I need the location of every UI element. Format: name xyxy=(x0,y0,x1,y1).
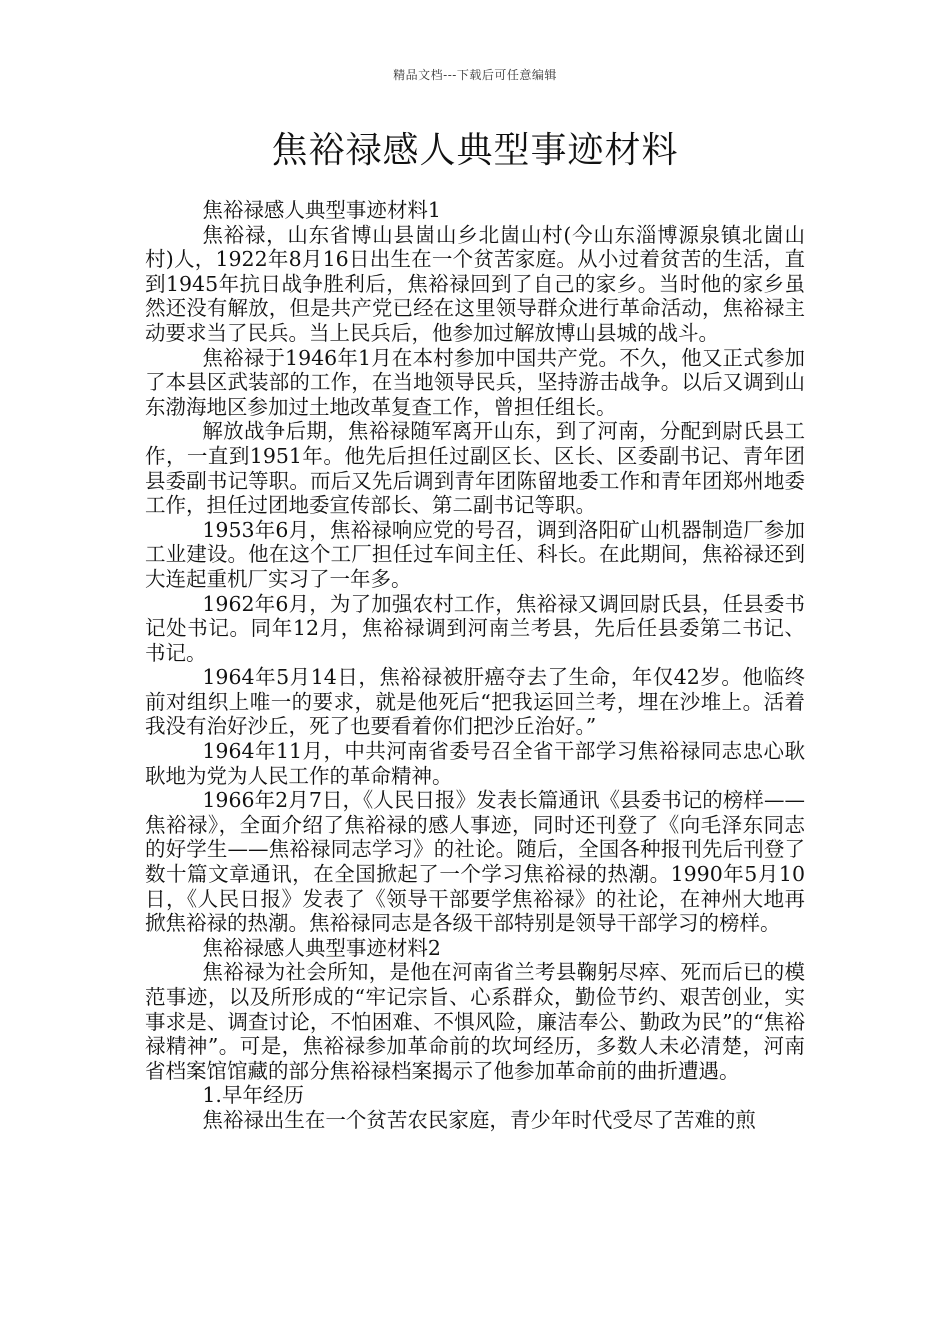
paragraph: 1953年6月，焦裕禄响应党的号召，调到洛阳矿山机器制造厂参加工业建设。他在这个工厂担任过车间主任、科长。在此期间，焦裕禄还到大连起重机厂实习了一年多。 xyxy=(145,517,805,591)
paragraph: 焦裕禄，山东省博山县崮山乡北崮山村(今山东淄博源泉镇北崮山村)人，1922年8月16日出生在一个贫苦家庭。从小过着贫苦的生活，直到1945年抗日战争胜利后，焦裕禄回到了自己的家乡。当时他的家乡虽然还没有解放，但是共产党已经在这里领导群众进行革命活动，焦裕禄主动要求当了民兵。当上民兵后，他参加过解放博山县城的战斗。 xyxy=(145,222,805,345)
paragraph: 焦裕禄于1946年1月在本村参加中国共产党。不久，他又正式参加了本县区武装部的工作，在当地领导民兵，坚持游击战争。以后又调到山东渤海地区参加过土地改革复查工作，曾担任组长。 xyxy=(145,345,805,419)
paragraph: 焦裕禄出生在一个贫苦农民家庭，青少年时代受尽了苦难的煎 xyxy=(202,1107,756,1132)
paragraph: 1966年2月7日，《人民日报》发表长篇通讯《县委书记的榜样——焦裕禄》，全面介绍了焦裕禄的感人事迹，同时还刊登了《向毛泽东同志的好学生——焦裕禄同志学习》的社论。随后，全国各种报刊先后刊登了数十篇文章通讯，在全国掀起了一个学习焦裕禄的热潮。1990年5月10日，《人民日报》发表了《领导干部要学焦裕禄》的社论，在神州大地再掀焦裕禄的热潮。焦裕禄同志是各级干部特别是领导干部学习的榜样。 xyxy=(145,788,805,936)
document-body xyxy=(145,198,805,1133)
subsection-heading: 1.早年经历 xyxy=(202,1083,304,1108)
paragraph: 1964年5月14日，焦裕禄被肝癌夺去了生命，年仅42岁。他临终前对组织上唯一的要求，就是他死后“把我运回兰考，埋在沙堆上。活着我没有治好沙丘，死了也要看着你们把沙丘治好。” xyxy=(145,665,805,739)
paragraph: 解放战争后期，焦裕禄随军离开山东，到了河南，分配到尉氏县工作，一直到1951年。他先后担任过副区长、区长、区委副书记、青年团县委副书记等职。而后又先后调到青年团陈留地委工作和青年团郑州地委工作，担任过团地委宣传部长、第二副书记等职。 xyxy=(145,419,805,518)
paragraph: 1962年6月，为了加强农村工作，焦裕禄又调回尉氏县，任县委书记处书记。同年12月，焦裕禄调到河南兰考县，先后任县委第二书记、书记。 xyxy=(145,591,805,665)
document-title: 焦裕禄感人典型事迹材料 xyxy=(271,130,679,171)
section-heading-1: 焦裕禄感人典型事迹材料1 xyxy=(202,198,441,222)
section-heading-2: 焦裕禄感人典型事迹材料2 xyxy=(202,935,441,960)
page-header: 精品文档---下载后可任意编辑 xyxy=(393,68,557,82)
paragraph: 1964年11月，中共河南省委号召全省干部学习焦裕禄同志忠心耿耿地为党为人民工作的革命精神。 xyxy=(145,739,805,788)
paragraph: 焦裕禄为社会所知，是他在河南省兰考县鞠躬尽瘁、死而后已的模范事迹，以及所形成的“牢记宗旨、心系群众，勤俭节约、艰苦创业，实事求是、调查讨论，不怕困难、不惧风险，廉洁奉公、勤政为民”的“焦裕禄精神”。可是，焦裕禄参加革命前的坎坷经历，多数人未必清楚，河南省档案馆馆藏的部分焦裕禄档案揭示了他参加革命前的曲折遭遇。 xyxy=(145,960,805,1083)
